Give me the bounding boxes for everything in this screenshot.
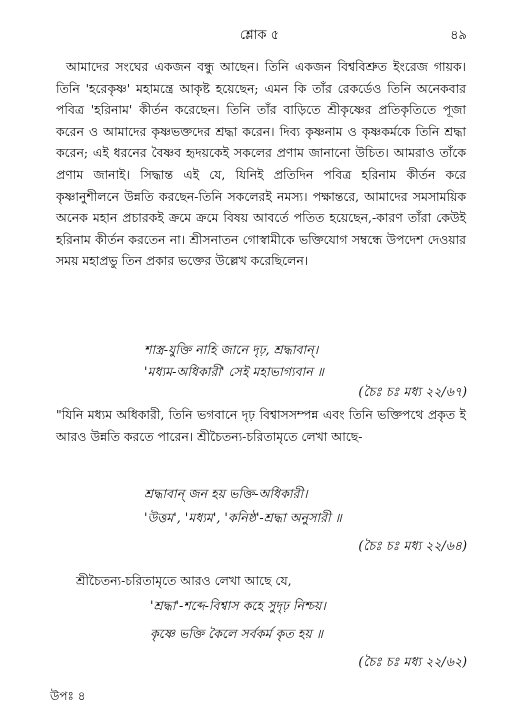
verse-3-line-1: 'শ্রদ্ধা'-শব্দে-বিশ্বাস কহে সুদৃঢ় নিশ্চয়।	[150, 598, 326, 613]
verse-1-line-1: শাস্ত্র-যুক্তি নাহি জানে দৃঢ়, শ্রদ্ধাবান্।	[144, 342, 319, 357]
verse-2-line-2: 'উত্তম', 'মধ্যম', 'কনিষ্ঠ'-শ্রদ্ধা অনুসারী ॥	[144, 510, 342, 525]
verse-3-line-2: কৃষ্ণে ভক্তি কৈলে সর্বকর্ম কৃত হয় ॥	[150, 626, 323, 641]
page-header-title: শ্লোক ৫	[239, 28, 280, 43]
verse-2-line-1: শ্রদ্ধাবান্ জন হয় ভক্তি-অধিকারী।	[144, 486, 308, 501]
page-footer-signature: উপঃ ৪	[50, 689, 86, 703]
verse-1-reference: (চৈঃ চঃ মধ্য ২২/৬৭)	[358, 384, 467, 399]
body-paragraph-3: শ্রীচৈতন্য-চরিতামৃতে আরও লেখা আছে যে,	[76, 573, 292, 588]
page-number: ৪৯	[450, 28, 467, 43]
verse-1-line-2: 'মধ্যম-অধিকারী' সেই মহাভাগ্যবান ॥	[144, 364, 324, 379]
verse-3-reference: (চৈঃ চঃ মধ্য ২২/৬২)	[358, 654, 467, 669]
verse-2-reference: (চৈঃ চঃ মধ্য ২২/৬৪)	[358, 538, 467, 553]
body-paragraph-2: "যিনি মধ্যম অধিকারী, তিনি ভগবানে দৃঢ় বিশ্বাসসম্পন্ন এবং তিনি ভক্তিপথে প্রকৃত ই আরও উন্নতি করতে পারেন। শ্রীচৈতন্য-চরিতামৃতে লেখা আছে-	[56, 407, 466, 444]
body-paragraph-1: আমাদের সংঘের একজন বন্ধু আছেন। তিনি একজন বিশ্ববিশ্রুত ইংরেজ গায়ক। তিনি 'হরেকৃষ্ণ' মহামন্ত্রে আকৃষ্ট হয়েছেন; এমন কি তাঁর রেকর্ডেও তিনি অনেকবার পবিত্র 'হরিনাম' কীর্তন করেছেন। তিনি তাঁর বাড়িতে শ্রীকৃষ্ণের প্রতিকৃতিতে পূজা করেন ও আমাদের কৃষ্ণভক্তদের শ্রদ্ধা করেন। দিব্য কৃষ্ণনাম ও কৃষ্ণকর্মকে তিনি শ্রদ্ধা করেন; এই ধরনের বৈষ্ণব হৃদয়কেই সকলের প্রণাম জানানো উচিত। আমরাও তাঁকে প্রণাম জানাই। সিদ্ধান্ত এই যে, যিনিই প্রতিদিন পবিত্র হরিনাম কীর্তন করে কৃষ্ণানুশীলনে উন্নতি করছেন-তিনি সকলেরই নমস্য। পক্ষান্তরে, আমাদের সমসাময়িক অনেক মহান প্রচারকই ক্রমে ক্রমে বিষয় আবর্তে পতিত হয়েছেন,-কারণ তাঁরা কেউই হরিনাম কীর্তন করতেন না। শ্রীসনাতন গোস্বামীকে ভক্তিযোগ সম্বন্ধে উপদেশ দেওয়ার সময় মহাপ্রভু তিন প্রকার ভক্তের উল্লেখ করেছিলেন।	[56, 59, 466, 269]
